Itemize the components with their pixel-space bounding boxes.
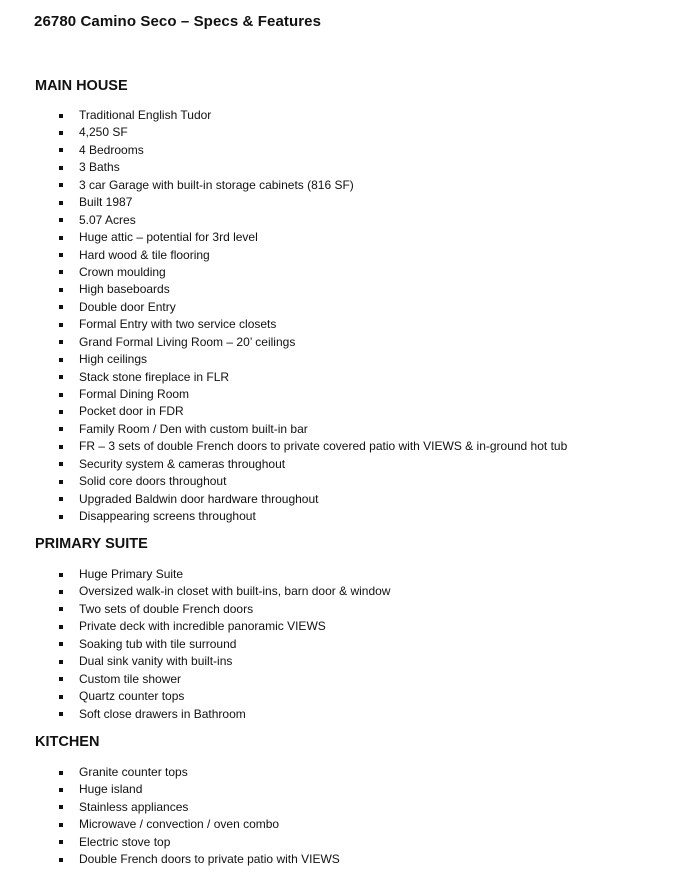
square-bullet-icon (59, 323, 63, 327)
list-item-text: Huge Primary Suite (79, 567, 184, 581)
list-item-text: Grand Formal Living Room – 20’ ceilings (79, 334, 296, 349)
square-bullet-icon (59, 590, 63, 594)
list-item-text: 4,250 SF (79, 125, 128, 140)
square-bullet-icon (59, 462, 63, 466)
list-item-text: Stainless appliances (79, 799, 189, 814)
list-item-text: Granite counter tops (79, 765, 188, 779)
list-item-text: Crown moulding (79, 264, 166, 279)
square-bullet-icon (59, 375, 63, 379)
square-bullet-icon (59, 445, 63, 449)
list-item-text: Solid core doors throughout (79, 474, 227, 489)
list-item-text: 3 car Garage with built-in storage cabinets (816 SF) (79, 177, 354, 192)
square-bullet-icon (59, 515, 63, 519)
square-bullet-icon (59, 270, 63, 274)
square-bullet-icon (59, 393, 63, 397)
list-item-text: 3 Baths (79, 160, 120, 175)
square-bullet-icon (59, 823, 63, 827)
list-item-text: High baseboards (79, 282, 170, 297)
square-bullet-icon (59, 114, 63, 118)
list-item-text: Formal Dining Room (79, 387, 190, 401)
list-item-text: Oversized walk-in closet with built-ins, barn door & window (79, 584, 391, 599)
square-bullet-icon (59, 840, 63, 844)
list-item-text: Quartz counter tops (79, 689, 185, 704)
square-bullet-icon (59, 166, 63, 170)
section-heading-main-house: MAIN HOUSE (35, 78, 128, 94)
list-item-text: Security system & cameras throughout (79, 456, 286, 471)
square-bullet-icon (59, 201, 63, 205)
square-bullet-icon (59, 253, 63, 257)
square-bullet-icon (59, 427, 63, 431)
square-bullet-icon (59, 625, 63, 629)
list-item-text: Pocket door in FDR (79, 404, 184, 419)
square-bullet-icon (59, 573, 63, 577)
list-item-text: Formal Entry with two service closets (79, 317, 277, 332)
list-item-text: Disappearing screens throughout (79, 509, 256, 524)
list-item-text: 5.07 Acres (79, 212, 136, 227)
list-item-text: Huge island (79, 782, 143, 797)
square-bullet-icon (59, 677, 63, 681)
square-bullet-icon (59, 288, 63, 292)
section-heading-primary-suite: PRIMARY SUITE (35, 536, 148, 552)
square-bullet-icon (59, 131, 63, 135)
list-item-text: Two sets of double French doors (79, 601, 254, 616)
list-item-text: Electric stove top (79, 834, 171, 849)
section-heading-kitchen: KITCHEN (35, 734, 100, 750)
square-bullet-icon (59, 358, 63, 362)
list-item-text: Double French doors to private patio with VIEWS (79, 852, 340, 867)
list-item-text: FR – 3 sets of double French doors to private covered patio with VIEWS & in-ground hot tub (79, 439, 568, 454)
list-item-text: 4 Bedrooms (79, 142, 144, 157)
square-bullet-icon (59, 497, 63, 501)
square-bullet-icon (59, 236, 63, 240)
list-item-text: Built 1987 (79, 195, 133, 210)
list-item-text: Huge attic – potential for 3rd level (79, 230, 258, 245)
square-bullet-icon (59, 183, 63, 187)
square-bullet-icon (59, 660, 63, 664)
square-bullet-icon (59, 788, 63, 792)
square-bullet-icon (59, 410, 63, 414)
list-item-text: Soft close drawers in Bathroom (79, 706, 246, 721)
list-item-text: Family Room / Den with custom built-in bar (79, 421, 308, 436)
square-bullet-icon (59, 642, 63, 646)
list-item-text: Private deck with incredible panoramic VIEWS (79, 619, 326, 634)
square-bullet-icon (59, 480, 63, 484)
list-item-text: Stack stone fireplace in FLR (79, 369, 230, 384)
list-item-text: Dual sink vanity with built-ins (79, 654, 233, 669)
square-bullet-icon (59, 305, 63, 309)
list-item-text: Custom tile shower (79, 671, 182, 686)
square-bullet-icon (59, 607, 63, 611)
square-bullet-icon (59, 805, 63, 809)
list-item-text: Hard wood & tile flooring (79, 247, 210, 262)
list-item-text: High ceilings (79, 352, 148, 367)
square-bullet-icon (59, 695, 63, 699)
square-bullet-icon (59, 712, 63, 716)
square-bullet-icon (59, 218, 63, 222)
square-bullet-icon (59, 858, 63, 862)
square-bullet-icon (59, 148, 63, 152)
list-item-text: Upgraded Baldwin door hardware throughout (79, 491, 319, 506)
square-bullet-icon (59, 340, 63, 344)
list-item-text: Double door Entry (79, 299, 176, 314)
document-title: 26780 Camino Seco – Specs & Features (34, 13, 322, 30)
list-item-text: Microwave / convection / oven combo (79, 817, 280, 832)
list-item-text: Traditional English Tudor (79, 108, 212, 122)
list-item-text: Soaking tub with tile surround (79, 636, 237, 651)
square-bullet-icon (59, 771, 63, 775)
